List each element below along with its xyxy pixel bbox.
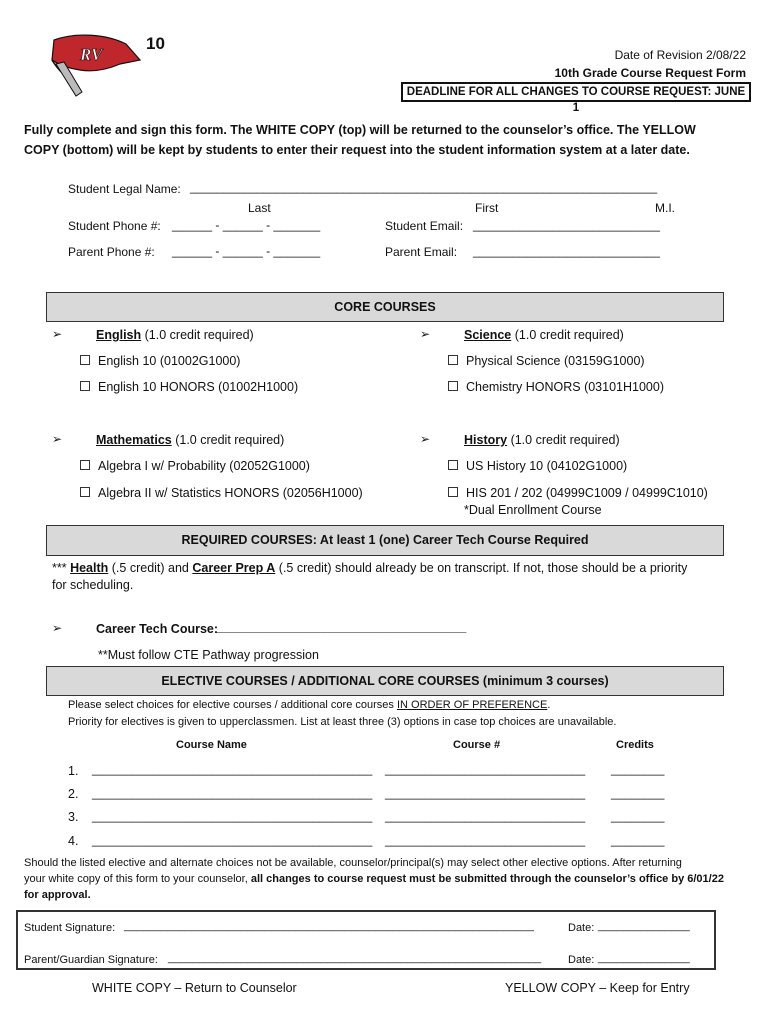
student-date-field[interactable]: _______________ bbox=[598, 920, 690, 932]
yellow-copy-label: YELLOW COPY – Keep for Entry bbox=[505, 981, 690, 995]
footer-note-3: for approval. bbox=[24, 889, 91, 901]
student-signature-field[interactable]: ___________________________________________________________________ bbox=[124, 920, 534, 932]
bullet-arrow-icon: ➢ bbox=[52, 432, 63, 446]
history-heading: History (1.0 credit required) bbox=[464, 433, 620, 447]
elective-note-1: Please select choices for elective courses / additional core courses IN ORDER OF PREFERENCE. bbox=[68, 699, 551, 711]
signature-box bbox=[16, 910, 716, 970]
school-flag-logo bbox=[36, 30, 146, 102]
deadline-box: DEADLINE FOR ALL CHANGES TO COURSE REQUEST: JUNE 1 bbox=[401, 82, 751, 102]
checkbox-icon[interactable] bbox=[448, 381, 458, 391]
science-heading: Science (1.0 credit required) bbox=[464, 328, 624, 342]
parent-date-field[interactable]: _______________ bbox=[598, 952, 690, 964]
student-email-field[interactable]: ____________________________ bbox=[473, 218, 660, 232]
student-phone-label: Student Phone #: bbox=[68, 219, 161, 233]
logo-letters: RV bbox=[80, 45, 103, 64]
row-number: 3. bbox=[68, 810, 79, 824]
checkbox-icon[interactable] bbox=[448, 460, 458, 470]
parent-phone-field[interactable]: ______ - ______ - _______ bbox=[172, 244, 321, 258]
col-course-number: Course # bbox=[453, 739, 501, 751]
checkbox-icon[interactable] bbox=[80, 381, 90, 391]
grade-number: 10 bbox=[146, 34, 165, 53]
legal-name-field[interactable]: ______________________________________________________________________ bbox=[190, 180, 658, 194]
science-option-2[interactable]: Chemistry HONORS (03101H1000) bbox=[448, 380, 664, 394]
parent-signature-label: Parent/Guardian Signature: bbox=[24, 954, 158, 966]
elective-credit-field[interactable]: ________ bbox=[611, 762, 665, 776]
checkbox-icon[interactable] bbox=[80, 487, 90, 497]
health-career-note-2: for scheduling. bbox=[52, 578, 134, 592]
science-option-1[interactable]: Physical Science (03159G1000) bbox=[448, 354, 645, 368]
student-email-label: Student Email: bbox=[385, 219, 464, 233]
last-label: Last bbox=[248, 201, 271, 215]
form-title: 10th Grade Course Request Form bbox=[554, 66, 746, 80]
english-option-2[interactable]: English 10 HONORS (01002H1000) bbox=[80, 380, 298, 394]
elective-credit-field[interactable]: ________ bbox=[611, 833, 665, 847]
elective-credit-field[interactable]: ________ bbox=[611, 786, 665, 800]
elective-courses-header: ELECTIVE COURSES / ADDITIONAL CORE COURSES (minimum 3 courses) bbox=[46, 666, 724, 696]
elective-number-field[interactable]: ______________________________ bbox=[385, 809, 586, 823]
health-career-note: *** Health (.5 credit) and Career Prep A (.5 credit) should already be on transcript. If not, those should be a priority bbox=[52, 561, 688, 575]
elective-number-field[interactable]: ______________________________ bbox=[385, 833, 586, 847]
english-option-1[interactable]: English 10 (01002G1000) bbox=[80, 354, 240, 368]
english-heading: English (1.0 credit required) bbox=[96, 328, 254, 342]
checkbox-icon[interactable] bbox=[80, 355, 90, 365]
student-phone-field[interactable]: ______ - ______ - _______ bbox=[172, 218, 321, 232]
row-number: 2. bbox=[68, 787, 79, 801]
row-number: 4. bbox=[68, 834, 79, 848]
cte-note: **Must follow CTE Pathway progression bbox=[98, 648, 319, 662]
career-tech-label: Career Tech Course: bbox=[96, 622, 219, 636]
checkbox-icon[interactable] bbox=[80, 460, 90, 470]
parent-date-label: Date: bbox=[568, 954, 595, 966]
checkbox-icon[interactable] bbox=[448, 487, 458, 497]
mi-label: M.I. bbox=[655, 201, 675, 215]
history-option-1[interactable]: US History 10 (04102G1000) bbox=[448, 459, 627, 473]
history-option-2[interactable]: HIS 201 / 202 (04999C1009 / 04999C1010) bbox=[448, 486, 708, 500]
footer-note-2: your white copy of this form to your counselor, all changes to course request must be submitted through the counselor’s office by 6/01/22 bbox=[24, 873, 724, 885]
parent-email-field[interactable]: ____________________________ bbox=[473, 244, 660, 258]
bullet-arrow-icon: ➢ bbox=[52, 621, 63, 635]
bullet-arrow-icon: ➢ bbox=[420, 327, 431, 341]
career-tech-field[interactable]: ____________________________________ bbox=[216, 620, 467, 634]
white-copy-label: WHITE COPY – Return to Counselor bbox=[92, 981, 297, 995]
first-label: First bbox=[475, 201, 499, 215]
elective-note-2: Priority for electives is given to upperclassmen. List at least three (3) options in case top choices are unavailable. bbox=[68, 716, 617, 728]
col-credits: Credits bbox=[616, 739, 654, 751]
elective-number-field[interactable]: ______________________________ bbox=[385, 786, 586, 800]
core-courses-header: CORE COURSES bbox=[46, 292, 724, 322]
elective-name-field[interactable]: __________________________________________ bbox=[92, 809, 373, 823]
intro-line-1: Fully complete and sign this form. The WHITE COPY (top) will be returned to the counselor’s office. The YELLOW bbox=[24, 123, 696, 137]
elective-name-field[interactable]: __________________________________________ bbox=[92, 833, 373, 847]
elective-number-field[interactable]: ______________________________ bbox=[385, 762, 586, 776]
legal-name-label: Student Legal Name: bbox=[68, 182, 181, 196]
elective-credit-field[interactable]: ________ bbox=[611, 809, 665, 823]
intro-line-2: COPY (bottom) will be kept by students to enter their request into the student information system at a later date. bbox=[24, 143, 690, 157]
footer-note-1: Should the listed elective and alternate choices not be available, counselor/principal(s) may select other elective options. After returning bbox=[24, 857, 682, 869]
math-option-1[interactable]: Algebra I w/ Probability (02052G1000) bbox=[80, 459, 310, 473]
revision-date: Date of Revision 2/08/22 bbox=[614, 48, 746, 62]
row-number: 1. bbox=[68, 764, 79, 778]
bullet-arrow-icon: ➢ bbox=[420, 432, 431, 446]
required-courses-header: REQUIRED COURSES: At least 1 (one) Career Tech Course Required bbox=[46, 525, 724, 556]
student-signature-label: Student Signature: bbox=[24, 922, 116, 934]
bullet-arrow-icon: ➢ bbox=[52, 327, 63, 341]
student-date-label: Date: bbox=[568, 922, 595, 934]
math-option-2[interactable]: Algebra II w/ Statistics HONORS (02056H1000) bbox=[80, 486, 363, 500]
elective-name-field[interactable]: __________________________________________ bbox=[92, 786, 373, 800]
parent-phone-label: Parent Phone #: bbox=[68, 245, 155, 259]
dual-enrollment-note: *Dual Enrollment Course bbox=[464, 503, 602, 517]
elective-name-field[interactable]: __________________________________________ bbox=[92, 762, 373, 776]
parent-email-label: Parent Email: bbox=[385, 245, 458, 259]
checkbox-icon[interactable] bbox=[448, 355, 458, 365]
math-heading: Mathematics (1.0 credit required) bbox=[96, 433, 285, 447]
col-course-name: Course Name bbox=[176, 739, 247, 751]
parent-signature-field[interactable]: _____________________________________________________________ bbox=[168, 952, 542, 964]
